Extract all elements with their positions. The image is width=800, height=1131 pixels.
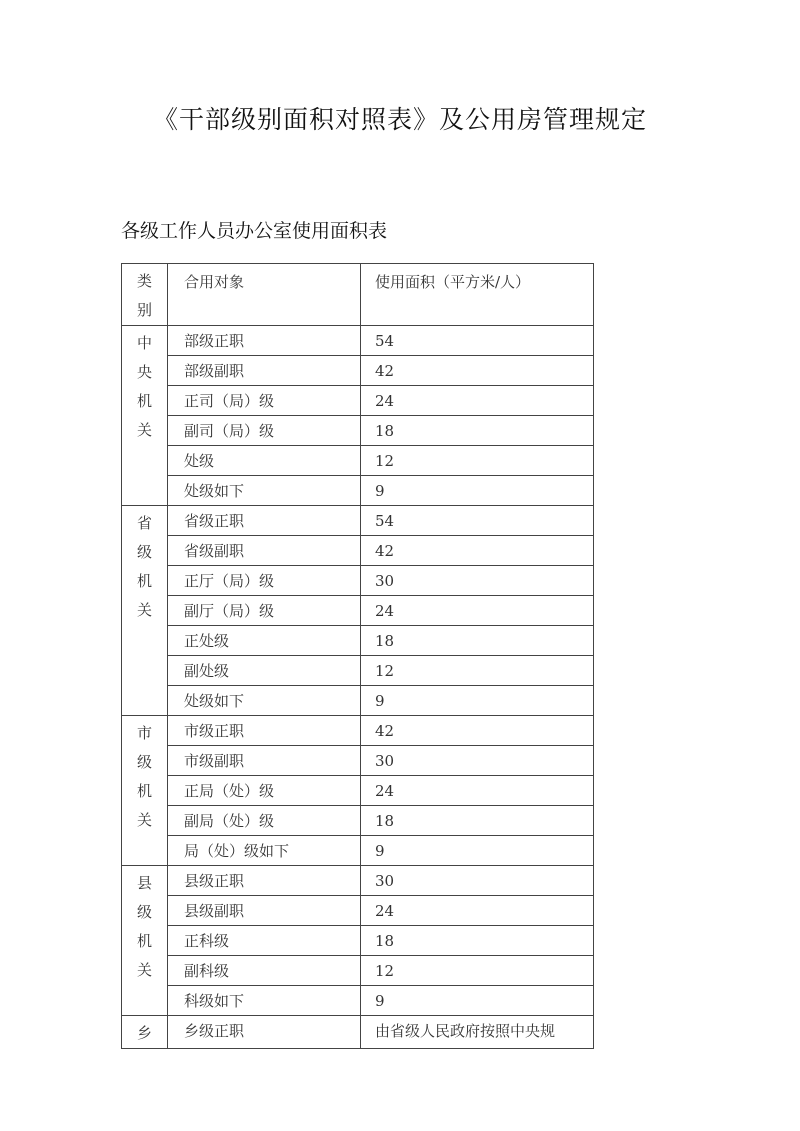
object-cell: 正厅（局）级 xyxy=(168,566,361,596)
table-row xyxy=(122,746,594,776)
table-row xyxy=(122,1016,594,1049)
object-cell: 副局（处）级 xyxy=(168,806,361,836)
area-cell: 18 xyxy=(361,926,594,956)
table-row xyxy=(122,716,594,746)
table-row xyxy=(122,476,594,506)
table-row xyxy=(122,446,594,476)
table-row xyxy=(122,536,594,566)
area-cell: 24 xyxy=(361,386,594,416)
area-cell: 9 xyxy=(361,686,594,716)
category-header-char: 别 xyxy=(136,301,152,319)
area-cell: 42 xyxy=(361,356,594,386)
object-cell: 部级正职 xyxy=(168,326,361,356)
category-char: 机 xyxy=(136,782,152,800)
area-cell: 由省级人民政府按照中央规 xyxy=(361,1016,594,1049)
table-row xyxy=(122,386,594,416)
category-char: 中 xyxy=(136,334,152,352)
area-cell: 18 xyxy=(361,416,594,446)
category-char: 市 xyxy=(136,724,152,742)
object-cell: 正科级 xyxy=(168,926,361,956)
table-row xyxy=(122,626,594,656)
category-cell xyxy=(122,716,168,866)
area-cell: 54 xyxy=(361,506,594,536)
table-row xyxy=(122,866,594,896)
category-char: 关 xyxy=(136,961,152,979)
object-cell: 局（处）级如下 xyxy=(168,836,361,866)
area-cell: 9 xyxy=(361,986,594,1016)
area-cell: 24 xyxy=(361,596,594,626)
area-cell: 24 xyxy=(361,776,594,806)
area-cell: 12 xyxy=(361,446,594,476)
table-header-row xyxy=(122,264,594,326)
table-row xyxy=(122,836,594,866)
object-cell: 副司（局）级 xyxy=(168,416,361,446)
area-cell: 30 xyxy=(361,566,594,596)
category-char: 级 xyxy=(136,543,152,561)
table-row xyxy=(122,686,594,716)
area-cell: 42 xyxy=(361,536,594,566)
object-cell: 正司（局）级 xyxy=(168,386,361,416)
category-char: 关 xyxy=(136,421,152,439)
category-char: 央 xyxy=(136,363,152,381)
area-cell: 12 xyxy=(361,956,594,986)
object-cell: 市级副职 xyxy=(168,746,361,776)
category-cell xyxy=(122,506,168,716)
table-row xyxy=(122,956,594,986)
section-title: 各级工作人员办公室使用面积表 xyxy=(121,220,388,242)
object-cell: 市级正职 xyxy=(168,716,361,746)
table-row xyxy=(122,596,594,626)
page-title: 《干部级别面积对照表》及公用房管理规定 xyxy=(152,105,647,134)
category-cell xyxy=(122,1016,168,1049)
area-header-cell: 使用面积（平方米/人） xyxy=(361,264,594,326)
category-cell xyxy=(122,326,168,506)
category-char: 机 xyxy=(136,572,152,590)
area-cell: 9 xyxy=(361,836,594,866)
category-char: 级 xyxy=(136,753,152,771)
object-cell: 处级如下 xyxy=(168,686,361,716)
table-row xyxy=(122,806,594,836)
table-body xyxy=(122,264,594,1049)
object-header-cell: 合用对象 xyxy=(168,264,361,326)
object-cell: 部级副职 xyxy=(168,356,361,386)
area-cell: 54 xyxy=(361,326,594,356)
category-header-char: 类 xyxy=(136,272,152,290)
category-char: 省 xyxy=(136,514,152,532)
object-cell: 副厅（局）级 xyxy=(168,596,361,626)
object-cell: 县级正职 xyxy=(168,866,361,896)
object-cell: 县级副职 xyxy=(168,896,361,926)
object-cell: 科级如下 xyxy=(168,986,361,1016)
area-cell: 18 xyxy=(361,626,594,656)
table-row xyxy=(122,416,594,446)
table-row xyxy=(122,776,594,806)
table-row xyxy=(122,356,594,386)
area-cell: 24 xyxy=(361,896,594,926)
object-cell: 省级副职 xyxy=(168,536,361,566)
area-cell: 30 xyxy=(361,746,594,776)
object-cell: 处级如下 xyxy=(168,476,361,506)
category-char: 关 xyxy=(136,811,152,829)
area-cell: 12 xyxy=(361,656,594,686)
area-cell: 9 xyxy=(361,476,594,506)
table-row xyxy=(122,986,594,1016)
object-cell: 处级 xyxy=(168,446,361,476)
category-char: 乡 xyxy=(136,1024,152,1042)
table-row xyxy=(122,566,594,596)
category-char: 县 xyxy=(136,874,152,892)
category-char: 级 xyxy=(136,903,152,921)
object-cell: 正处级 xyxy=(168,626,361,656)
object-cell: 副处级 xyxy=(168,656,361,686)
category-char: 机 xyxy=(136,932,152,950)
object-cell: 乡级正职 xyxy=(168,1016,361,1049)
table-row xyxy=(122,326,594,356)
category-char: 关 xyxy=(136,601,152,619)
object-cell: 副科级 xyxy=(168,956,361,986)
table-row xyxy=(122,656,594,686)
area-cell: 30 xyxy=(361,866,594,896)
category-header-cell xyxy=(122,264,168,326)
object-cell: 正局（处）级 xyxy=(168,776,361,806)
office-area-table xyxy=(121,263,594,1049)
area-cell: 42 xyxy=(361,716,594,746)
table-row xyxy=(122,926,594,956)
table-row xyxy=(122,506,594,536)
category-cell xyxy=(122,866,168,1016)
category-char: 机 xyxy=(136,392,152,410)
table-row xyxy=(122,896,594,926)
object-cell: 省级正职 xyxy=(168,506,361,536)
area-cell: 18 xyxy=(361,806,594,836)
